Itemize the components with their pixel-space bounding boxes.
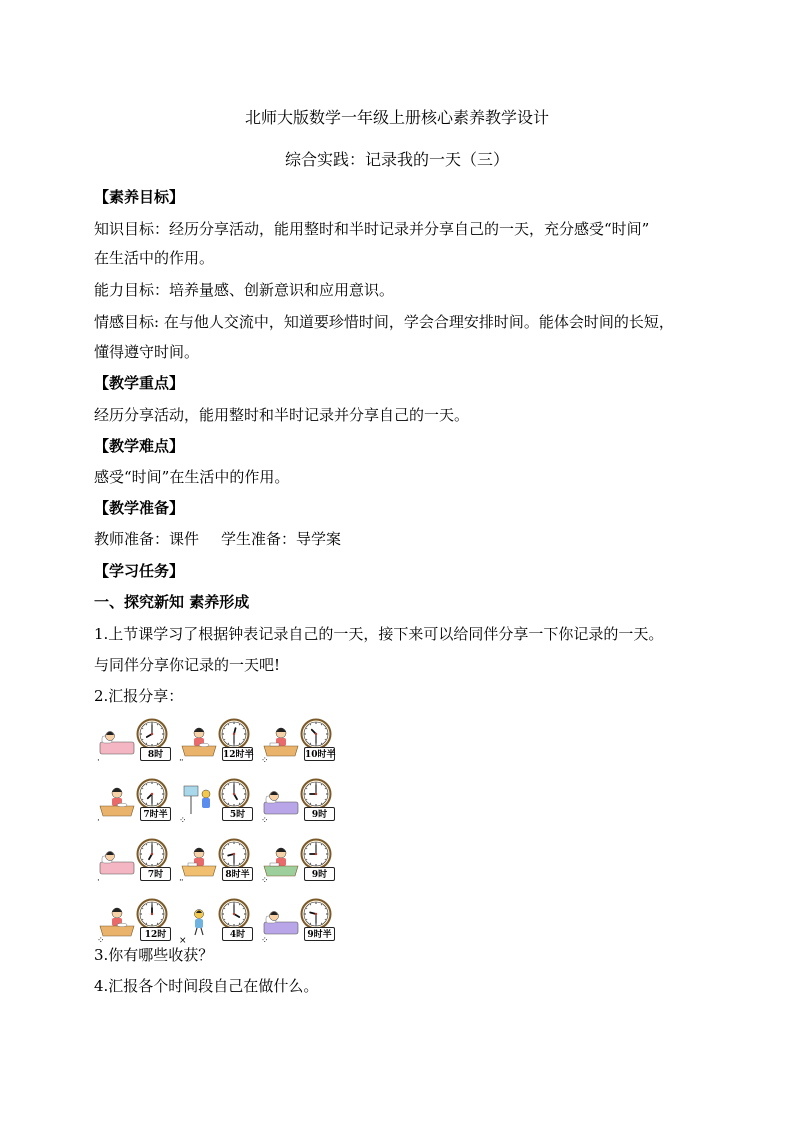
difficulty-text: 感受“时间”在生活中的作用。 <box>94 468 290 486</box>
clock-activity-cell <box>178 896 256 946</box>
clock-grid-bottom <box>96 836 338 946</box>
dot-mark: ⁘ <box>179 816 186 826</box>
clock-activity-cell <box>96 716 174 766</box>
clock-face-icon <box>300 778 332 810</box>
prep-line <box>94 529 714 549</box>
dot-mark: ⁘ <box>261 756 268 766</box>
time-label: 7时半 <box>140 807 171 821</box>
dot-mark: ⁘ <box>97 936 104 946</box>
clock-face-icon <box>136 838 168 870</box>
lunch-scene-icon <box>180 722 218 758</box>
dot-mark: ⁘ <box>261 936 268 946</box>
clock-face-icon <box>136 718 168 750</box>
document-title: 北师大版数学一年级上册核心素养教学设计 <box>244 108 549 127</box>
time-label: 7时 <box>140 867 171 881</box>
class-scene-icon <box>180 842 218 878</box>
time-label: 10时半 <box>304 747 335 761</box>
tasks-heading: 【学习任务】 <box>94 562 185 580</box>
goal-knowledge-line1: 知识目标：经历分享活动，能用整时和半时记录并分享自己的一天，充分感受“时间” <box>94 220 650 238</box>
wake-up-scene-icon <box>98 722 136 758</box>
task1-line1: 1.上节课学习了根据钟表记录自己的一天，接下来可以给同伴分享一下你记录的一天。 <box>94 625 664 643</box>
clock-activity-cell <box>96 896 174 946</box>
time-label: 9时 <box>304 867 335 881</box>
prep-student: 学生准备：导学案 <box>221 530 342 548</box>
task1-line2: 与同伴分享你记录的一天吧! <box>94 656 281 674</box>
clock-face-icon <box>300 838 332 870</box>
basketball-scene-icon <box>180 782 218 818</box>
time-label: 9时 <box>304 807 335 821</box>
clock-activity-cell <box>178 836 256 886</box>
breakfast-scene-icon <box>98 782 136 818</box>
wake-up-scene-icon <box>98 842 136 878</box>
dot-mark: ·· <box>179 756 183 766</box>
goal-ability: 能力目标：培养量感、创新意识和应用意识。 <box>94 281 395 299</box>
clock-activity-cell <box>260 776 338 826</box>
dot-mark: · <box>97 816 99 826</box>
reading-scene-icon <box>262 722 300 758</box>
clock-face-icon <box>218 838 250 870</box>
task3-text: 3.你有哪些收获？ <box>94 946 214 964</box>
clock-face-icon <box>136 898 168 930</box>
prep-heading: 【教学准备】 <box>94 499 185 517</box>
goal-emotion-line1: 情感目标: 在与他人交流中，知道要珍惜时间，学会合理安排时间。能体会时间的长短， <box>94 313 674 331</box>
sleep-scene-icon <box>262 782 300 818</box>
lunch-scene-icon <box>98 902 136 938</box>
goal-knowledge-line2: 在生活中的作用。 <box>94 249 215 267</box>
difficulty-heading: 【教学难点】 <box>94 437 185 455</box>
clock-grid-top <box>96 716 338 826</box>
time-label: 4时 <box>222 927 253 941</box>
dot-mark: ⁘ <box>261 816 268 826</box>
clock-activity-figure <box>96 716 336 946</box>
clock-activity-cell <box>96 776 174 826</box>
clock-face-icon <box>218 898 250 930</box>
dot-mark: ⁘ <box>261 876 268 886</box>
prep-teacher: 教师准备：课件 <box>94 530 200 548</box>
clock-activity-cell <box>260 716 338 766</box>
clock-activity-cell <box>178 776 256 826</box>
focus-heading: 【教学重点】 <box>94 374 185 392</box>
time-label: 12时半 <box>222 747 253 761</box>
clock-face-icon <box>218 718 250 750</box>
time-label: 12时 <box>140 927 171 941</box>
study-scene-icon <box>262 842 300 878</box>
task4-text: 4.汇报各个时间段自己在做什么。 <box>94 977 319 995</box>
clock-activity-cell <box>96 836 174 886</box>
task2-text: 2.汇报分享： <box>94 687 184 705</box>
sleep-scene-icon <box>262 902 300 938</box>
time-label: 5时 <box>222 807 253 821</box>
clock-face-icon <box>300 898 332 930</box>
part1-heading: 一、探究新知 素养形成 <box>94 593 250 611</box>
clock-face-icon <box>300 718 332 750</box>
goal-emotion-line2: 懂得遵守时间。 <box>94 343 200 361</box>
document-subtitle: 综合实践：记录我的一天（三） <box>284 150 509 169</box>
goals-heading: 【素养目标】 <box>94 188 185 206</box>
clock-activity-cell <box>260 896 338 946</box>
focus-text: 经历分享活动，能用整时和半时记录并分享自己的一天。 <box>94 406 470 424</box>
dot-mark: × <box>179 936 186 946</box>
time-label: 9时半 <box>304 927 335 941</box>
clock-activity-cell <box>260 836 338 886</box>
clock-face-icon <box>136 778 168 810</box>
dot-mark: ·· <box>179 876 183 886</box>
play-scene-icon <box>180 902 218 938</box>
dot-mark: · <box>97 876 99 886</box>
time-label: 8时 <box>140 747 171 761</box>
clock-activity-cell <box>178 716 256 766</box>
clock-face-icon <box>218 778 250 810</box>
dot-mark: · <box>97 756 99 766</box>
time-label: 8时半 <box>222 867 253 881</box>
